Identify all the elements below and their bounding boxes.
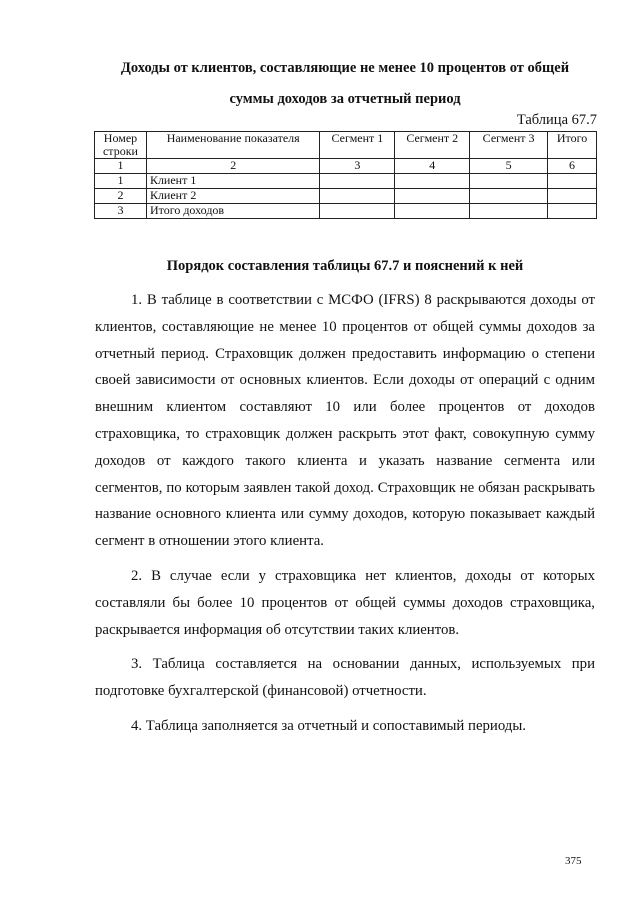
header-segment-2: Сегмент 2 (395, 132, 470, 159)
body-text (95, 287, 595, 748)
row-number-cell: 1 (95, 174, 147, 189)
segment-1-cell (320, 189, 395, 204)
header-row-number: Номер строки (95, 132, 147, 159)
segment-1-cell (320, 204, 395, 219)
table-header-row (95, 132, 597, 159)
header-segment-1: Сегмент 1 (320, 132, 395, 159)
segment-3-cell (470, 204, 548, 219)
row-number-cell: 3 (95, 204, 147, 219)
title-line-2: суммы доходов за отчетный период (229, 91, 461, 107)
table-row (95, 174, 597, 189)
table-row (95, 204, 597, 219)
row-name-cell: Клиент 1 (146, 174, 320, 189)
clients-income-table (94, 131, 597, 219)
table-row (95, 189, 597, 204)
table-label: Таблица 67.7 (516, 112, 597, 128)
total-cell (548, 189, 597, 204)
segment-2-cell (395, 204, 470, 219)
paragraph-4: 4. Таблица заполняется за отчетный и сопоставимый периоды. (131, 717, 526, 734)
col-number-cell: 3 (320, 159, 395, 174)
total-cell (548, 204, 597, 219)
segment-3-cell (470, 189, 548, 204)
header-indicator-name: Наименование показателя (146, 132, 320, 159)
col-number-cell: 2 (146, 159, 320, 174)
segment-1-cell (320, 174, 395, 189)
segment-3-cell (470, 174, 548, 189)
total-cell (548, 174, 597, 189)
page-number: 375 (565, 855, 582, 867)
paragraph-1: 1. В таблице в соответствии с МСФО (IFRS) 8 раскрываются доходы от клиентов, составляющие не менее 10 процентов от общей суммы доходов за отчетный период. Страховщик должен предоставить информацию о степени своей зависимости от основных клиентов. Если доходы от операций с одним внешним клиентом составляют 10 или более процентов от доходов страховщика, то страховщик должен раскрыть этот факт, совокупную сумму доходов от каждого такого клиента и указать название сегмента или сегментов, по которым заявлен такой доход. Страховщик не обязан раскрывать название основного клиента или сумму доходов, которую показывает каждый сегмент в отношении этого клиента. (95, 292, 595, 550)
segment-2-cell (395, 189, 470, 204)
column-number-row (95, 159, 597, 174)
title-line-1: Доходы от клиентов, составляющие не менее 10 процентов от общей (120, 60, 570, 76)
section-subheading: Порядок составления таблицы 67.7 и пояснений к ней (166, 258, 524, 274)
col-number-cell: 1 (95, 159, 147, 174)
col-number-cell: 5 (470, 159, 548, 174)
col-number-cell: 6 (548, 159, 597, 174)
row-number-cell: 2 (95, 189, 147, 204)
col-number-cell: 4 (395, 159, 470, 174)
row-name-cell: Клиент 2 (146, 189, 320, 204)
row-name-cell: Итого доходов (146, 204, 320, 219)
paragraph-3: 3. Таблица составляется на основании данных, используемых при подготовке бухгалтерской (финансовой) отчетности. (95, 656, 595, 700)
header-total: Итого (548, 132, 597, 159)
header-segment-3: Сегмент 3 (470, 132, 548, 159)
segment-2-cell (395, 174, 470, 189)
paragraph-2: 2. В случае если у страховщика нет клиентов, доходы от которых составляли бы более 10 процентов от общей суммы доходов страховщика, раскрывается информация об отсутствии таких клиентов. (95, 567, 595, 638)
